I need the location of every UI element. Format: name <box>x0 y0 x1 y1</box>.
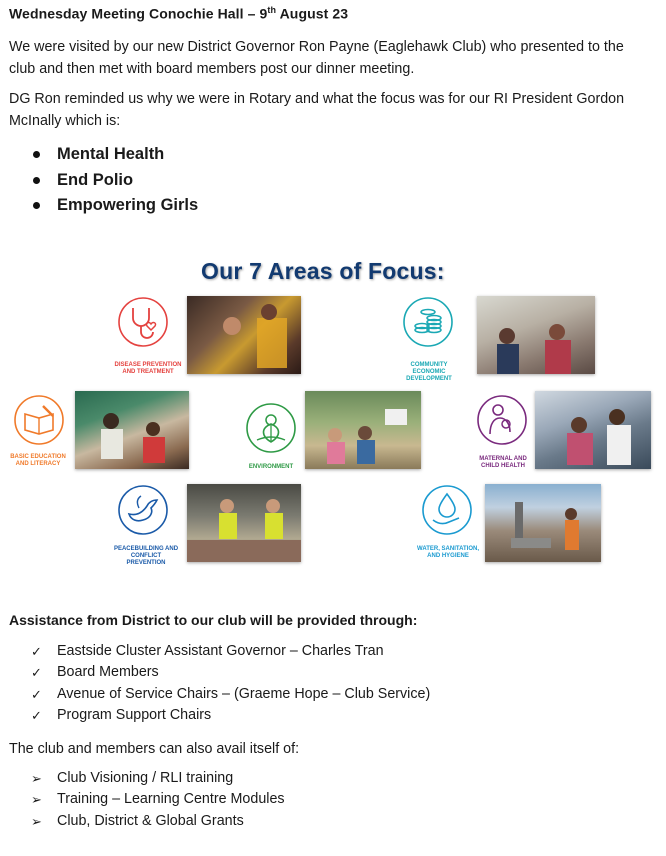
list-item <box>31 768 285 789</box>
education-photo <box>75 391 189 469</box>
list-item <box>31 193 198 219</box>
meeting-title <box>9 5 348 22</box>
intro-paragraph-2: DG Ron reminded us why we were in Rotary and what the focus was for our RI President Gordon McInally which is: <box>9 91 625 129</box>
title-text: Wednesday Meeting Conochie Hall – 9 <box>9 5 268 22</box>
photo-people-icon <box>187 484 301 562</box>
photo-people-icon <box>535 391 651 469</box>
mother-child-icon <box>476 394 528 446</box>
avail-paragraph: The club and members can also avail itself of: <box>9 741 300 757</box>
list-item <box>31 789 285 810</box>
bullet-icon <box>33 202 40 209</box>
areas-of-focus-graphic <box>9 256 659 568</box>
stethoscope-heart-icon <box>117 296 169 348</box>
checkmark-icon: ✓ <box>31 686 42 702</box>
list-item-text: Board Members <box>57 664 159 681</box>
checkmark-icon: ✓ <box>31 644 42 659</box>
focus-item-mental-health: Mental Health <box>57 145 165 163</box>
photo-people-icon <box>187 296 301 374</box>
bullet-icon <box>33 151 40 158</box>
list-item <box>31 662 430 683</box>
area-caption: ENVIRONMENT <box>248 464 294 470</box>
graphic-title: Our 7 Areas of Focus: <box>201 258 445 284</box>
list-item <box>31 684 430 705</box>
list-item <box>31 705 430 726</box>
disease-photo <box>187 296 301 374</box>
list-item-text: Program Support Chairs <box>57 706 212 723</box>
list-item <box>31 641 430 662</box>
environment-photo <box>305 391 421 469</box>
area-caption: DISEASE PREVENTION AND TREATMENT <box>114 362 182 375</box>
arrow-bullet-icon: ➢ <box>31 771 42 786</box>
community-photo <box>477 296 595 374</box>
water-drop-hand-icon <box>421 484 473 536</box>
list-item-text: Club Visioning / RLI training <box>57 770 234 786</box>
list-item-text: Avenue of Service Chairs – (Graeme Hope – Club Service) <box>57 685 431 702</box>
list-item-text: Training – Learning Centre Modules <box>57 791 285 808</box>
list-item-text: Eastside Cluster Assistant Governor – Charles Tran <box>57 643 384 659</box>
area-caption: MATERNAL AND CHILD HEALTH <box>479 456 527 469</box>
water-photo <box>485 484 601 562</box>
assistance-list <box>31 641 430 726</box>
area-caption: PEACEBUILDING AND CONFLICT PREVENTION <box>113 546 179 566</box>
list-item-text: Club, District & Global Grants <box>57 812 244 829</box>
focus-item-end-polio: End Polio <box>57 170 134 189</box>
photo-people-icon <box>485 484 601 562</box>
book-pencil-icon <box>13 394 65 446</box>
maternal-photo <box>535 391 651 469</box>
list-item <box>31 142 198 168</box>
arrow-bullet-icon: ➢ <box>31 813 42 829</box>
title-superscript: th <box>267 5 277 15</box>
photo-people-icon <box>75 391 189 469</box>
area-caption: COMMUNITY ECONOMIC DEVELOPMENT <box>406 362 452 382</box>
focus-item-empowering-girls: Empowering Girls <box>57 196 199 214</box>
checkmark-icon: ✓ <box>31 707 42 723</box>
photo-people-icon <box>305 391 421 469</box>
title-date: August 23 <box>276 5 349 22</box>
intro-paragraph-1: We were visited by our new District Governor Ron Payne (Eaglehawk Club) who presented to the club and then met with board members post our dinner meeting. <box>9 39 624 77</box>
dove-icon <box>117 484 169 536</box>
assistance-heading: Assistance from District to our club will be provided through: <box>9 612 418 628</box>
avail-list <box>31 768 285 832</box>
arrow-bullet-icon: ➢ <box>31 792 42 808</box>
bullet-icon <box>33 177 40 184</box>
coin-stack-icon <box>402 296 454 348</box>
sun-leaf-icon <box>245 402 297 454</box>
checkmark-icon: ✓ <box>31 665 42 681</box>
area-caption: BASIC EDUCATION AND LITERACY <box>10 454 66 467</box>
area-caption: WATER, SANITATION, AND HYGIENE <box>417 546 479 559</box>
list-item <box>31 811 285 832</box>
focus-list <box>31 142 198 219</box>
peacebuilding-photo <box>187 484 301 562</box>
list-item <box>31 168 198 194</box>
photo-people-icon <box>477 296 595 374</box>
